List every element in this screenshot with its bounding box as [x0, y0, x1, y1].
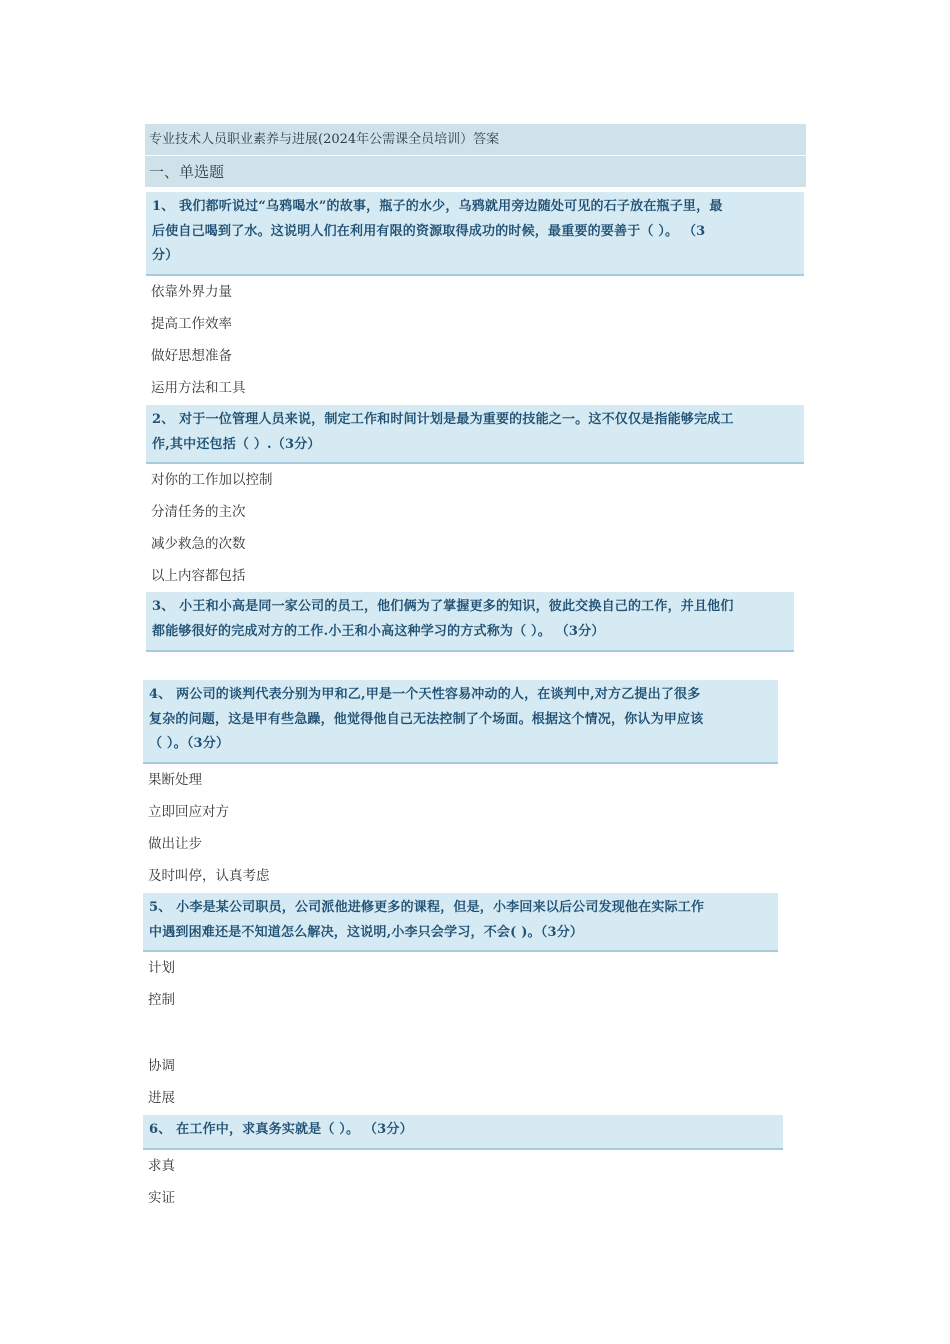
question-3 [146, 592, 794, 652]
question-4-option-1[interactable]: 果断处理 [148, 772, 202, 788]
question-3-line-1: 3、 小王和小高是同一家公司的员工，他们俩为了掌握更多的知识，彼此交换自己的工作，并且他们 [152, 599, 734, 614]
question-6-line-1: 6、 在工作中，求真务实就是（ ）。 （3分） [149, 1122, 413, 1137]
section-heading: 一、单选题 [145, 156, 806, 187]
question-4-line-3: （ ）。（3分） [149, 736, 230, 751]
question-1-line-3: 分） [152, 248, 179, 263]
question-2-option-2[interactable]: 分清任务的主次 [151, 504, 246, 520]
question-6-option-2[interactable]: 实证 [148, 1190, 175, 1206]
question-2-option-4[interactable]: 以上内容都包括 [151, 568, 246, 584]
question-6-option-1[interactable]: 求真 [148, 1158, 175, 1174]
question-1-option-1[interactable]: 依靠外界力量 [151, 284, 232, 300]
question-4-line-2: 复杂的问题，这是甲有些急躁，他觉得他自己无法控制了个场面。根据这个情况，你认为甲应该 [149, 711, 704, 727]
question-5-option-4[interactable]: 进展 [148, 1090, 175, 1106]
question-1-option-3[interactable]: 做好思想准备 [151, 348, 232, 364]
question-4-option-4[interactable]: 及时叫停，认真考虑 [148, 868, 270, 884]
question-1-line-1: 1、 我们都听说过“乌鸦喝水”的故事，瓶子的水少，乌鸦就用旁边随处可见的石子放在瓶子里，最 [152, 199, 723, 214]
question-3-line-2: 都能够很好的完成对方的工作.小王和小高这种学习的方式称为（ ）。 （3分） [152, 623, 605, 639]
question-2-option-3[interactable]: 减少救急的次数 [151, 536, 246, 552]
question-4 [143, 680, 778, 764]
question-4-option-2[interactable]: 立即回应对方 [148, 804, 229, 820]
question-1 [146, 192, 804, 276]
question-5-option-1[interactable]: 计划 [148, 960, 175, 976]
question-2-option-1[interactable]: 对你的工作加以控制 [151, 472, 273, 488]
document-title: 专业技术人员职业素养与进展(2024年公需课全员培训）答案 [145, 124, 806, 155]
question-5-line-1: 5、 小李是某公司职员，公司派他进修更多的课程，但是，小李回来以后公司发现他在实际工作 [149, 900, 705, 915]
question-1-option-2[interactable]: 提高工作效率 [151, 316, 232, 332]
question-4-line-1: 4、 两公司的谈判代表分别为甲和乙,甲是一个天性容易冲动的人，在谈判中,对方乙提出了很多 [149, 687, 701, 702]
question-5 [143, 893, 778, 952]
question-2-line-2: 作,其中还包括（ ）.（3分） [152, 436, 321, 452]
question-2-line-1: 2、 对于一位管理人员来说，制定工作和时间计划是最为重要的技能之一。这不仅仅是指能够完成工 [152, 412, 734, 427]
question-5-line-2: 中遇到困难还是不知道怎么解决，这说明,小李只会学习，不会( )。（3分） [149, 924, 584, 940]
question-1-line-2: 后使自己喝到了水。这说明人们在利用有限的资源取得成功的时候，最重要的要善于（ ）。 （3 [152, 223, 706, 239]
question-1-option-4[interactable]: 运用方法和工具 [151, 380, 246, 396]
question-5-option-2[interactable]: 控制 [148, 992, 175, 1008]
question-2 [146, 405, 804, 464]
question-5-option-3[interactable]: 协调 [148, 1058, 175, 1074]
question-4-option-3[interactable]: 做出让步 [148, 836, 202, 852]
question-6 [143, 1115, 783, 1150]
